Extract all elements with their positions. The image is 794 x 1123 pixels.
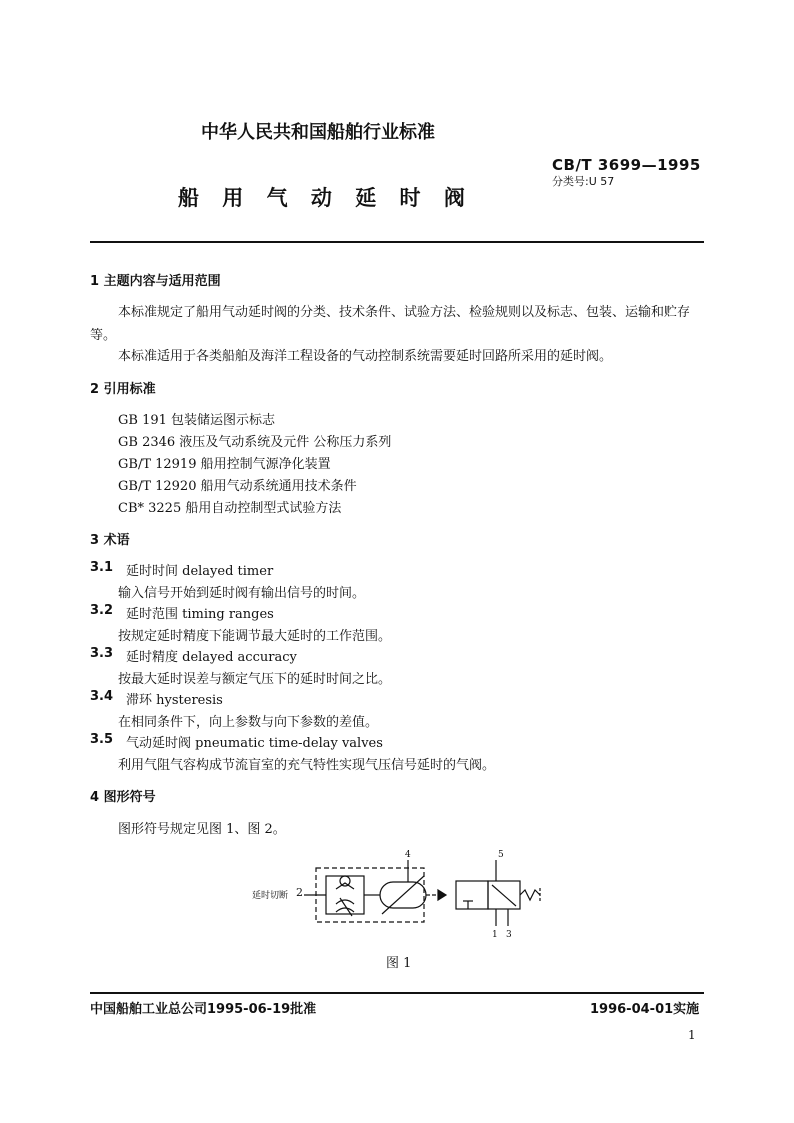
term-title: 气动延时阀 pneumatic time-delay valves	[126, 736, 383, 751]
term-definition: 按最大延时误差与额定气压下的延时时间之比。	[118, 672, 392, 687]
term-title: 滞环 hysteresis	[126, 693, 223, 708]
figure-1-caption: 图 1	[386, 956, 412, 971]
term-definition: 在相同条件下，向上参数与向下参数的差值。	[118, 715, 379, 730]
footer-rule	[90, 992, 704, 994]
port-2-label: 2	[296, 886, 303, 899]
section-1-para-1-line-2: 等。	[90, 328, 117, 343]
section-4-heading: 4 图形符号	[90, 790, 156, 805]
reference-item: GB 2346 液压及气动系统及元件 公称压力系列	[118, 435, 392, 450]
term-number: 3.3	[90, 646, 114, 661]
throttle-lower-arc	[336, 908, 354, 912]
term-title: 延时范围 timing ranges	[126, 607, 274, 622]
delay-cutoff-label: 延时切断	[252, 891, 289, 901]
approval-note: 中国船舶工业总公司1995-06-19批准	[90, 1002, 317, 1017]
reference-item: GB/T 12919 船用控制气源净化装置	[118, 457, 331, 472]
term-number: 3.5	[90, 732, 114, 747]
term-title: 延时时间 delayed timer	[126, 564, 274, 579]
term-number: 3.4	[90, 689, 114, 704]
pilot-arrow	[438, 890, 446, 900]
classification-code: 分类号:U 57	[552, 175, 615, 188]
term-definition: 利用气阻气容构成节流盲室的充气特性实现气压信号延时的气阀。	[118, 758, 496, 773]
port-3-label: 3	[506, 930, 512, 940]
term-title: 延时精度 delayed accuracy	[126, 650, 297, 665]
section-1-para-1-line-1: 本标准规定了船用气动延时阀的分类、技术条件、试验方法、检验规则以及标志、包装、运输和贮存	[118, 305, 691, 320]
effective-date: 1996-04-01实施	[590, 1002, 700, 1017]
section-2-heading: 2 引用标准	[90, 382, 156, 397]
reference-item: GB/T 12920 船用气动系统通用技术条件	[118, 479, 357, 494]
header-rule	[90, 241, 704, 243]
section-4-text: 图形符号规定见图 1、图 2。	[118, 822, 286, 837]
valve-flow-diagonal	[492, 885, 516, 906]
section-1-para-2: 本标准适用于各类船舶及海洋工程设备的气动控制系统需要延时回路所采用的延时阀。	[118, 349, 613, 364]
figure-1-symbol	[248, 848, 558, 948]
term-number: 3.2	[90, 603, 114, 618]
valve-box-left	[456, 881, 488, 909]
org-title: 中华人民共和国船舶行业标准	[201, 122, 435, 143]
reference-item: GB 191 包装储运图示标志	[118, 413, 276, 428]
port-4-label: 4	[405, 850, 411, 860]
check-valve-ball	[340, 876, 350, 886]
term-number: 3.1	[90, 560, 114, 575]
standard-code: CB/T 3699—1995	[552, 156, 701, 174]
page-number: 1	[688, 1028, 696, 1042]
section-1-heading: 1 主题内容与适用范围	[90, 274, 221, 289]
term-definition: 输入信号开始到延时阀有输出信号的时间。	[118, 586, 366, 601]
reference-item: CB* 3225 船用自动控制型式试验方法	[118, 501, 342, 516]
term-definition: 按规定延时精度下能调节最大延时的工作范围。	[118, 629, 392, 644]
return-spring	[520, 890, 540, 900]
port-1-label: 1	[492, 930, 498, 940]
throttle-upper-arc	[336, 900, 354, 904]
section-3-heading: 3 术语	[90, 533, 130, 548]
document-title: 船 用 气 动 延 时 阀	[178, 186, 473, 210]
port-5-label: 5	[498, 850, 504, 860]
